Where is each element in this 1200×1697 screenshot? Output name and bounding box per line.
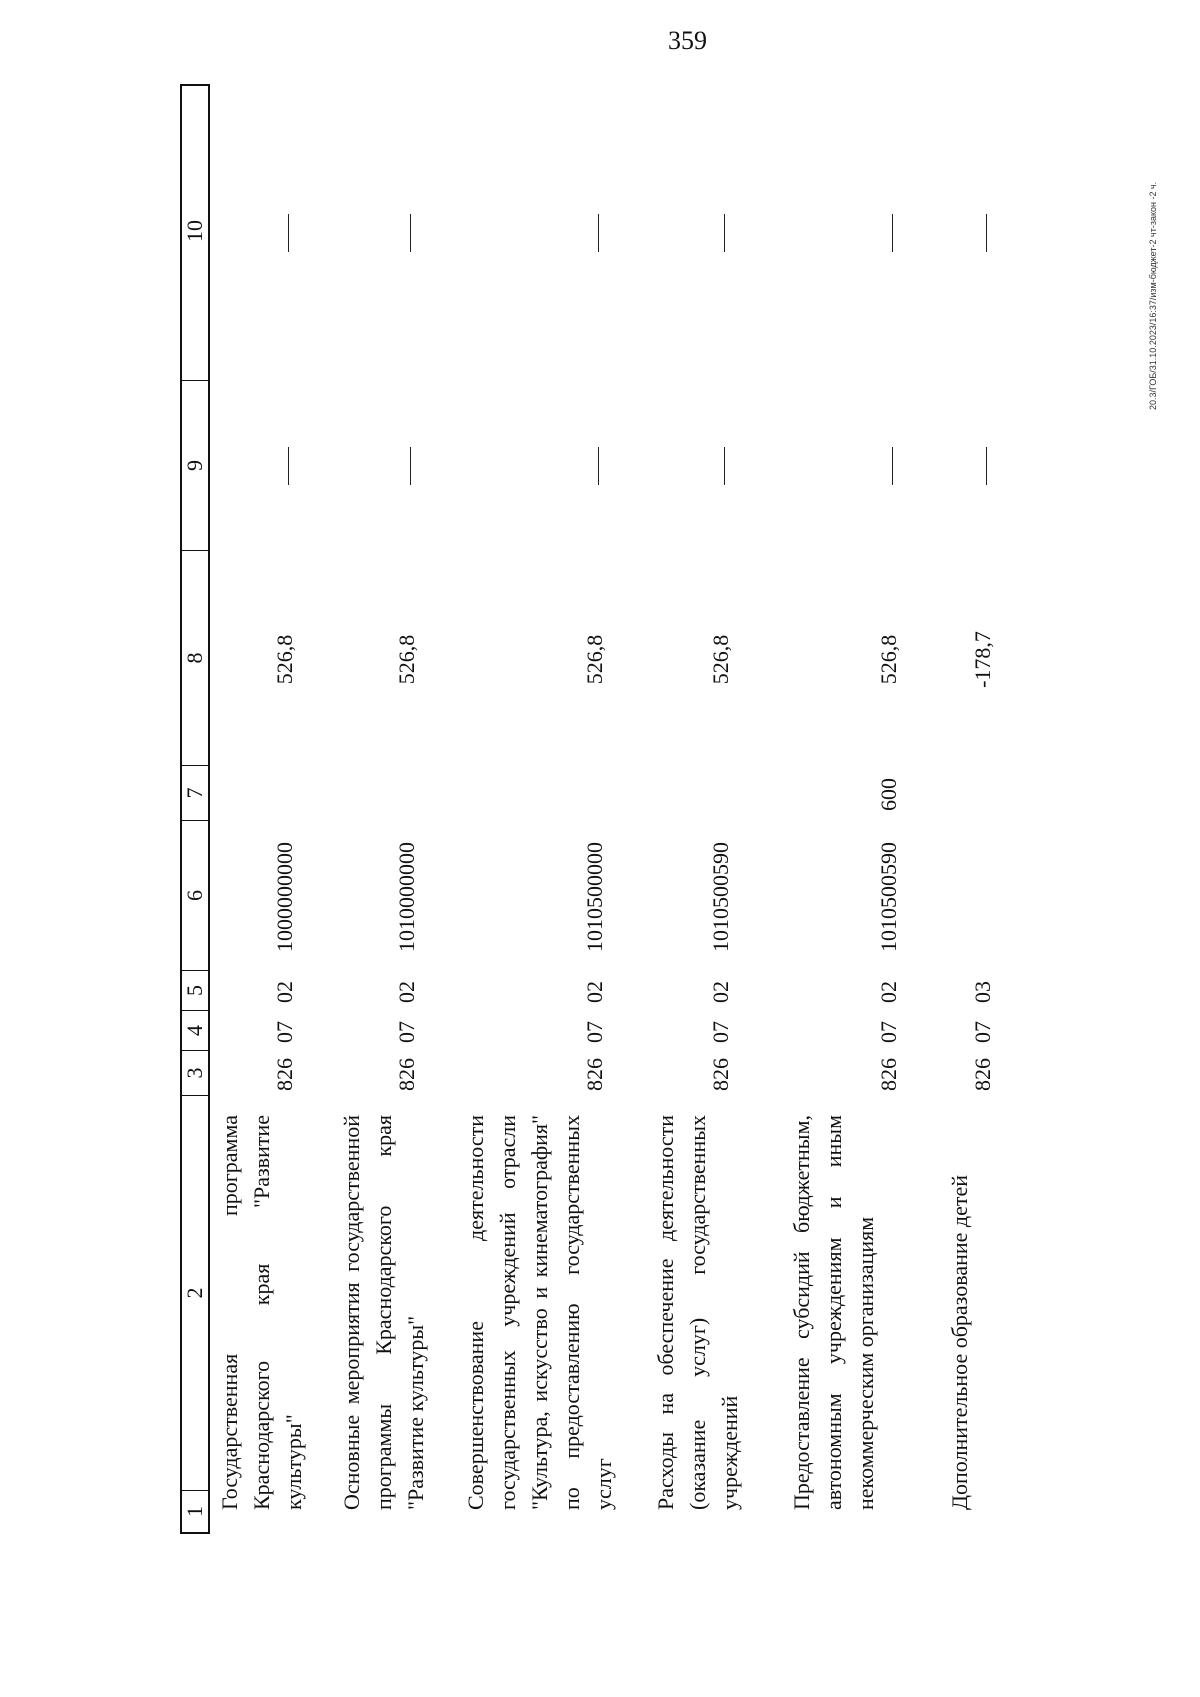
cell-c9-dash (288, 447, 289, 485)
cell-c10-dash (598, 214, 599, 252)
cell-c4: 07 (272, 1021, 297, 1043)
cell-c10-dash (410, 214, 411, 252)
cell-c6: 1010500590 (708, 842, 733, 952)
cell-c6: 1010500590 (876, 842, 901, 952)
cell-c5: 02 (394, 981, 419, 1003)
cell-c3: 826 (708, 1058, 733, 1091)
header-col-7: 7 (182, 765, 208, 820)
cell-c5: 02 (582, 981, 607, 1003)
cell-c9-dash (986, 447, 987, 485)
cell-c3: 826 (272, 1058, 297, 1091)
header-col-8: 8 (182, 550, 208, 765)
page-number: 359 (668, 26, 707, 55)
header-col-6: 6 (182, 820, 208, 970)
cell-c10-dash (986, 214, 987, 252)
cell-c5: 03 (970, 981, 995, 1003)
row-name: Основные мероприятия государственной программы Краснодарского края "Развитие культуры" (339, 1115, 428, 1510)
row-name: Государственная программа Краснодарского края "Развитие культуры" (217, 1115, 306, 1510)
cell-c4: 07 (394, 1021, 419, 1043)
row-name: Расходы на обеспечение деятельности (оказание услуг) государственных учреждений (653, 1115, 742, 1510)
cell-c9-dash (724, 447, 725, 485)
document-code: 20.3/ГОБ/31.10.2023/16:37/изм-бюджет-2 чт-закон -2 ч. (1148, 181, 1158, 410)
cell-c3: 826 (394, 1058, 419, 1091)
cell-c8: 526,8 (876, 634, 901, 685)
cell-c5: 02 (876, 981, 901, 1003)
cell-c5: 02 (708, 981, 733, 1003)
cell-c8: 526,8 (582, 634, 607, 685)
table-header-row (180, 84, 210, 1534)
header-col-1: 1 (182, 1490, 208, 1532)
header-col-5: 5 (182, 970, 208, 1010)
row-name: Предоставление субсидий бюджетным, автономным учреждениям и иным некоммерческим организациям (789, 1115, 878, 1510)
cell-c6: 1010500000 (582, 842, 607, 952)
cell-c4: 07 (582, 1021, 607, 1043)
cell-c4: 07 (708, 1021, 733, 1043)
header-col-9: 9 (182, 380, 208, 550)
cell-c5: 02 (272, 981, 297, 1003)
cell-c3: 826 (582, 1058, 607, 1091)
header-col-10: 10 (182, 220, 207, 242)
cell-c4: 07 (876, 1021, 901, 1043)
cell-c3: 826 (876, 1058, 901, 1091)
cell-c9-dash (598, 447, 599, 485)
header-col-4: 4 (182, 1010, 208, 1050)
cell-c8: 526,8 (708, 634, 733, 685)
cell-c8: -178,7 (970, 631, 995, 688)
row-name: Совершенствование деятельности государственных учреждений отрасли "Культура, искусство и кинематография" по предоставлению государственных услуг (463, 1115, 616, 1510)
row-name: Дополнительное образование детей (947, 1174, 972, 1510)
cell-c9-dash (892, 447, 893, 485)
cell-c10-dash (288, 214, 289, 252)
header-col-3: 3 (182, 1050, 208, 1095)
cell-c4: 07 (970, 1021, 995, 1043)
cell-c10-dash (892, 214, 893, 252)
cell-c6: 1000000000 (272, 842, 297, 952)
cell-c8: 526,8 (394, 634, 419, 685)
cell-c3: 826 (970, 1058, 995, 1091)
cell-c9-dash (410, 447, 411, 485)
cell-c7: 600 (876, 778, 901, 811)
cell-c10-dash (724, 214, 725, 252)
header-col-2: 2 (182, 1095, 208, 1490)
cell-c6: 1010000000 (394, 842, 419, 952)
budget-table (180, 84, 1080, 1534)
cell-c8: 526,8 (272, 634, 297, 685)
